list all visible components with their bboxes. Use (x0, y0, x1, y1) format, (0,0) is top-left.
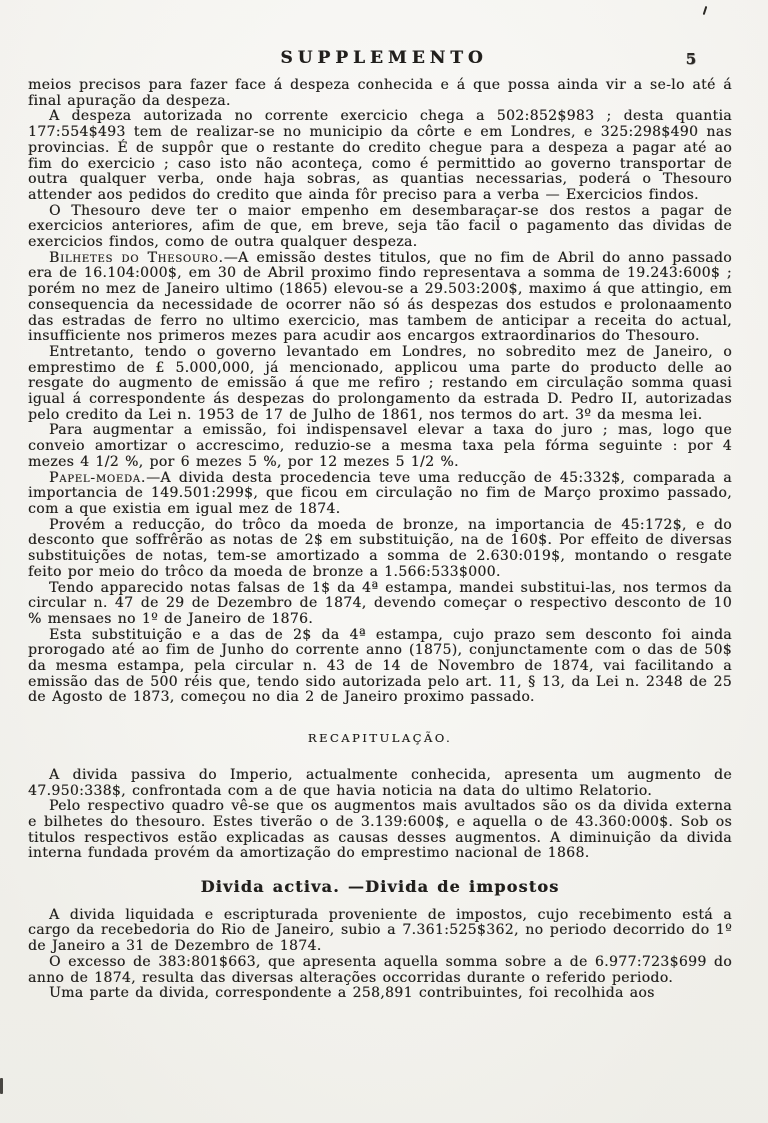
paragraph-text: O Thesouro deve ter o maior empenho em desembaraçar-se dos restos a pagar de exercicios anteriores, afim de que, em breve, seja tão facil o pagamento das dividas de exercicios findos, como de outra qualquer despeza. (28, 202, 732, 251)
paragraph-text: O excesso de 383:801$663, que apresenta aquella somma sobre a de 6.977:723$699 do anno de 1874, resulta das diversas alterações occorridas durante o referido periodo. (28, 953, 732, 986)
paragraph (28, 581, 732, 628)
paragraph (28, 109, 732, 203)
paragraph-text: Uma parte da divida, correspondente a 258,891 contribuintes, foi recolhida aos (49, 985, 655, 1002)
paragraph-text: Provém a reducção, do trôco da moeda de bronze, na importancia de 45:172$, e do desconto que soffrêrão as notas de 2$ em substituição, na de 160$. Por effeito de diversas substituições de notas, tem-se amortizado a somma de 2.630:019$, montando o resgate feito por meio do trôco da moeda de bronze a 1.566:533$000. (28, 516, 732, 580)
paragraph-text: Esta substituição e a das de 2$ da 4ª estampa, cujo prazo sem desconto foi ainda prorogado até ao fim de Junho do corrente anno (1875), conjunctamente com o das de 50$ da mesma estampa, pela circular n. 43 de 14 de Novembro de 1874, vai facilitando a emissão das de 500 réis que, tendo sido autorizada pelo art. 11, § 13, da Lei n. 2348 de 25 de Agosto de 1873, começou no dia 2 de Janeiro proximo passado. (28, 626, 732, 706)
page-title: SUPPLEMENTO (280, 48, 488, 68)
paragraph (28, 955, 732, 986)
paragraph-text: meios precisos para fazer face á despeza conhecida e á que possa ainda vir a se-lo até á final apuração da despeza. (28, 77, 732, 109)
paragraph-text: A divida passiva do Imperio, actualmente conhecida, apresenta um augmento de 47.950:338$, confrontada com a de que havia noticia na data do ultimo Relatorio. (28, 766, 732, 799)
paragraph (28, 799, 732, 862)
paragraph (28, 204, 732, 251)
page-number: 5 (685, 50, 696, 68)
paragraph (28, 78, 732, 109)
paragraph-text: A divida liquidada e escripturada proveniente de impostos, cujo recebimento está a cargo da recebedoria do Rio de Janeiro, subio a 7.361:525$362, no periodo decorrido do 1º de Janeiro a 31 de Dezembro de 1874. (28, 906, 732, 955)
paragraph-text: —A emissão destes titulos, que no fim de Abril do anno passado era de 16.104:000$, em 30 de Abril proximo findo representava a somma de 19.243:600$ ; porém no mez de Janeiro ultimo (1865) elevou-se a 29.503:200$, maximo á que attingio, em consequencia da necessidade de ocorrer não só ás despezas dos estudos e prolonaamento das estradas de ferro no ultimo exercicio, mas tambem de anticipar a receita do actual, insufficiente nos primeros mezes para acudir aos encargos extraordinarios do Thesouro. (28, 249, 732, 345)
paragraph (28, 471, 732, 518)
page-header (0, 0, 768, 70)
section-heading-recapitulacao: RECAPITULAÇÃO. (307, 731, 453, 746)
paragraph-text: Entretanto, tendo o governo levantado em Londres, no sobredito mez de Janeiro, o emprestimo de £ 5.000,000, já mencionado, applicou uma parte do producto delle ao resgate do augmento de emissão á que me refiro ; restando em circulação somma quasi igual á correspondente ás despezas do prolongamento da estrada D. Pedro II, autorizadas pelo credito da Lei n. 1953 de 17 de Julho de 1861, nos termos do art. 3º da mesma lei. (28, 343, 732, 423)
paragraph-text: Para augmentar a emissão, foi indispensavel elevar a taxa do juro ; mas, logo que conveio amortizar o accrescimo, reduzio-se a mesma taxa pela fórma seguinte : por 4 mezes 4 1/2 %, por 6 mezes 5 %, por 12 mezes 5 1/2 %. (28, 422, 732, 470)
paragraph-lead: Bilhetes do Thesouro. (49, 249, 224, 266)
paragraph-text: —A divida desta procedencia teve uma reducção de 45:332$, comparada a importancia de 149.501:299$, que ficou em circulação no fim de Março proximo passado, com a que existia em igual mez de 1874. (28, 469, 732, 517)
paragraph (28, 768, 732, 799)
scan-artifact-mark (0, 1078, 3, 1094)
paragraph-lead: Papel-moeda. (49, 469, 147, 486)
section-heading-divida-activa: Divida activa. —Divida de impostos (200, 877, 560, 897)
paragraph (28, 423, 732, 470)
paragraph-text: A despeza autorizada no corrente exercicio chega a 502:852$983 ; desta quantia 177:554$493 tem de realizar-se no municipio da côrte e em Londres, e 325:298$490 nas provincias. É de suppôr que o restante do credito chegue para a despeza a pagar até ao fim do exercicio ; caso isto não aconteça, como é permittido ao governo transportar de outra qualquer verba, onde haja sobras, as quantias necessarias, poderá o Thesouro attender aos pedidos do credito que ainda fôr preciso para a verba — Exercicios findos. (28, 108, 732, 203)
paragraph-text: Pelo respectivo quadro vê-se que os augmentos mais avultados são os da divida externa e bilhetes do thesouro. Estes tiverão o de 3.139:600$, e aquella o de 43.360:000$. Sob os titulos respectivos estão explicadas as causas desses augmentos. A diminuição da divida interna fundada provém da amortização do emprestimo nacional de 1868. (28, 798, 732, 862)
paragraph (28, 628, 732, 707)
paragraph (28, 345, 732, 424)
paragraph (28, 986, 732, 1002)
document-body (0, 70, 768, 1002)
paragraph-text: Tendo apparecido notas falsas de 1$ da 4ª estampa, mandei substitui-las, nos termos da circular n. 47 de 29 de Dezembro de 1874, devendo começar o respectivo desconto de 10 % mensaes no 1º de Janeiro de 1876. (28, 579, 732, 627)
paragraph (28, 518, 732, 581)
paragraph (28, 251, 732, 345)
paragraph (28, 908, 732, 955)
